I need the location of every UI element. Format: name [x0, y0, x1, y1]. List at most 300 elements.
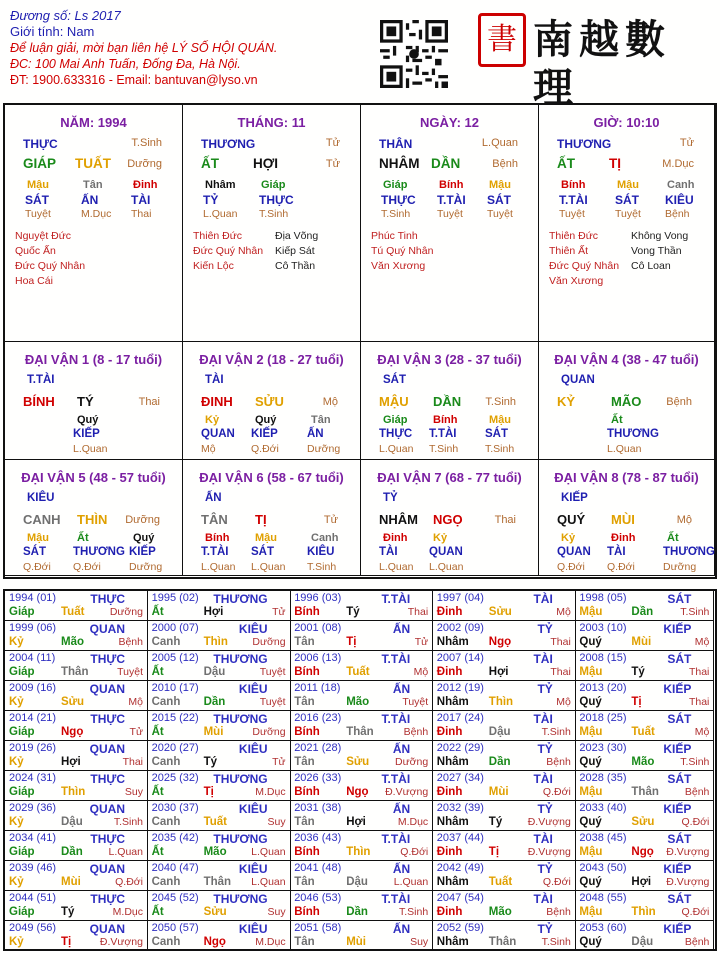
dai-van-title: ĐẠI VẬN 8 (78 - 87 tuổi) — [554, 470, 699, 485]
pillar-title: NĂM: 1994 — [60, 115, 127, 130]
year-branch: Ngọ — [631, 846, 654, 858]
hidden-stem: Quý — [255, 414, 277, 426]
hidden-stage: Q.Đới — [557, 561, 585, 573]
pillar-stage: Bệnh — [492, 158, 518, 170]
year-stem: Tân — [294, 636, 315, 648]
dai-van-god: TỶ — [383, 492, 398, 504]
hidden-stage: Tuyệt — [559, 208, 585, 220]
year-god: T.TÀI — [381, 712, 411, 726]
year-label: 1997 (04) — [436, 592, 484, 604]
year-stem: Bính — [294, 786, 320, 798]
year-stem: Bính — [294, 906, 320, 918]
year-stage: Thai — [688, 696, 710, 708]
year-stem: Ất — [151, 846, 164, 858]
year-stem: Nhâm — [436, 696, 469, 708]
hidden-god: KIÊU — [665, 193, 694, 207]
year-stage: Bệnh — [684, 786, 710, 798]
dai-van-stage: Bệnh — [666, 396, 692, 408]
year-branch: Tý — [203, 756, 218, 768]
hidden-god: T.TÀI — [201, 546, 229, 558]
hidden-god: SÁT — [485, 428, 508, 440]
year-stage: M.Dục — [255, 936, 286, 948]
hidden-stage: Bệnh — [665, 208, 690, 220]
hidden-stem: Tân — [311, 414, 331, 426]
year-label: 2053 (60) — [579, 922, 627, 934]
dai-van-god: KIÊU — [27, 492, 55, 504]
year-stage: Thai — [122, 756, 143, 768]
dai-van-stage: T.Sinh — [485, 396, 516, 408]
year-stem: Canh — [151, 696, 181, 708]
year-stage: Tử — [129, 726, 143, 738]
year-label: 2023 (30) — [579, 742, 627, 754]
year-cell — [148, 891, 291, 921]
hidden-stem: Đinh — [611, 532, 636, 544]
hidden-stem: Kỷ — [433, 532, 448, 544]
four-pillars-chart — [3, 103, 717, 579]
year-god: T.TÀI — [381, 592, 411, 606]
year-god: KIẾP — [663, 802, 692, 816]
hidden-stage: Tuyệt — [487, 208, 513, 220]
year-stage: Q.Đới — [115, 876, 143, 888]
year-branch: Ngọ — [203, 936, 226, 948]
year-branch: Sửu — [488, 606, 512, 618]
year-stem: Kỷ — [9, 756, 24, 768]
year-label: 2006 (13) — [294, 652, 342, 664]
year-label: 2003 (10) — [579, 622, 627, 634]
year-stem: Mậu — [579, 606, 603, 618]
hidden-stem: Bính — [433, 414, 458, 426]
year-branch: Dần — [61, 846, 83, 858]
year-stage: L.Quan — [251, 876, 286, 888]
year-branch: Mùi — [203, 726, 224, 738]
year-stage: Tuyệt — [117, 666, 143, 678]
year-cell — [433, 921, 576, 951]
hidden-stage: Dưỡng — [663, 561, 697, 573]
year-stem: Ất — [151, 786, 164, 798]
year-branch: Sửu — [203, 906, 227, 918]
year-branch: Dậu — [61, 816, 83, 828]
year-cell — [148, 741, 291, 771]
year-label: 2005 (12) — [151, 652, 199, 664]
hidden-god: THƯƠNG — [73, 546, 125, 558]
year-stem: Mậu — [579, 726, 603, 738]
year-branch: Sửu — [631, 816, 655, 828]
pillar-god: THÂN — [379, 137, 413, 151]
year-stage: T.Sinh — [541, 936, 571, 948]
year-branch: Mùi — [631, 636, 652, 648]
year-stage: Tử — [272, 606, 286, 618]
year-stem: Nhâm — [436, 936, 469, 948]
year-stage: Tuyệt — [259, 666, 286, 678]
year-branch: Thân — [488, 936, 517, 948]
dai-van-cell — [5, 460, 183, 576]
year-cell — [433, 771, 576, 801]
year-branch: Dần — [631, 606, 654, 618]
year-stage: T.Sinh — [113, 816, 143, 828]
year-god: THỰC — [90, 892, 125, 906]
year-stage: Mộ — [694, 726, 710, 738]
year-stage: T.Sinh — [680, 756, 710, 768]
year-stem: Kỷ — [9, 936, 24, 948]
year-cell — [433, 801, 576, 831]
year-branch: Mão — [346, 696, 370, 708]
dai-van-cell — [183, 342, 361, 460]
year-label: 2001 (08) — [294, 622, 342, 634]
year-god: T.TÀI — [381, 832, 411, 846]
hidden-stem: Ất — [667, 532, 679, 544]
year-cell — [5, 831, 148, 861]
year-label: 2020 (27) — [151, 742, 199, 754]
year-label: 2000 (07) — [151, 622, 199, 634]
year-cell — [148, 711, 291, 741]
hidden-stem: Giáp — [383, 414, 408, 426]
pillar-stage-top: T.Sinh — [131, 137, 162, 149]
pillar-stage: Tử — [325, 158, 340, 170]
dai-van-god: TÀI — [205, 374, 224, 386]
hidden-stage: L.Quan — [201, 561, 236, 573]
dai-van-stem: NHÂM — [379, 512, 418, 527]
year-label: 2010 (17) — [151, 682, 199, 694]
dai-van-title: ĐẠI VẬN 1 (8 - 17 tuổi) — [24, 352, 163, 367]
hidden-stem: Mậu — [489, 179, 511, 191]
year-god: QUAN — [89, 682, 125, 696]
hidden-stage: L.Quan — [73, 443, 108, 455]
year-branch: Tý — [346, 606, 360, 618]
hidden-stem: Đinh — [133, 179, 158, 191]
year-god: KIÊU — [238, 922, 268, 936]
pillar-god: THƯƠNG — [201, 137, 256, 151]
hidden-god: SÁT — [615, 193, 639, 207]
year-cell — [290, 771, 433, 801]
hidden-stage: Tuyệt — [25, 208, 51, 220]
hidden-stem: Bính — [205, 532, 230, 544]
year-god: T.TÀI — [381, 772, 411, 786]
year-stem: Quý — [579, 696, 602, 708]
dai-van-title: ĐẠI VẬN 3 (28 - 37 tuổi) — [377, 352, 522, 367]
year-god: KIẾP — [663, 742, 692, 756]
stars-list: Thiên Đức Thiên Ất Đức Quý Nhân Văn Xương — [549, 230, 620, 287]
year-stem: Nhâm — [436, 876, 469, 888]
dai-van-god: ẤN — [205, 492, 222, 504]
year-stage: Mộ — [128, 696, 143, 708]
year-branch: Dậu — [631, 936, 654, 948]
year-branch: Thìn — [203, 636, 228, 648]
year-branch: Tuất — [631, 726, 655, 738]
year-god: SÁT — [667, 772, 692, 786]
hidden-stage: T.Sinh — [307, 561, 337, 573]
year-god: THƯƠNG — [213, 892, 268, 906]
year-god: KIẾP — [663, 922, 692, 936]
dai-van-stage: Thai — [494, 514, 516, 526]
hidden-stem: Mậu — [27, 179, 49, 191]
year-stage: Tử — [414, 636, 429, 648]
year-god: SÁT — [667, 712, 692, 726]
year-stem: Đinh — [436, 786, 463, 798]
year-stem: Giáp — [9, 846, 35, 858]
dai-van-stem: MẬU — [379, 394, 409, 409]
hidden-stem: Giáp — [383, 179, 408, 191]
year-label: 2052 (59) — [436, 922, 484, 934]
hidden-stage: T.Sinh — [381, 208, 411, 220]
hidden-stem: Quý — [133, 532, 155, 544]
year-cell — [575, 891, 714, 921]
year-cell — [5, 861, 148, 891]
pillar-stem: ẤT — [201, 156, 219, 171]
year-stage: T.Sinh — [399, 906, 429, 918]
year-branch: Dậu — [203, 666, 226, 678]
hidden-stage: Dưỡng — [307, 443, 341, 455]
year-cell — [148, 801, 291, 831]
hidden-god: TÀI — [607, 546, 626, 558]
year-god: THƯƠNG — [213, 592, 268, 606]
pillar-god: THƯƠNG — [557, 137, 612, 151]
year-branch: Thân — [346, 726, 374, 738]
year-branch: Tý — [61, 906, 75, 918]
year-label: 2042 (49) — [436, 862, 484, 874]
year-stage: Đ.Vượng — [527, 816, 571, 828]
year-cell — [148, 681, 291, 711]
stars-list-2: Địa Võng Kiếp Sát Cô Thần — [275, 230, 319, 272]
hidden-stage: Q.Đới — [607, 561, 635, 573]
hidden-stem: Tân — [83, 179, 103, 191]
year-god: KIÊU — [238, 802, 268, 816]
hidden-god: QUAN — [557, 546, 591, 558]
year-branch: Ngọ — [488, 636, 512, 648]
year-branch: Mão — [488, 906, 512, 918]
brand-logo — [475, 10, 715, 111]
year-god: KIÊU — [238, 682, 268, 696]
hidden-stage: Thai — [131, 208, 152, 220]
year-branch: Tý — [631, 666, 645, 678]
year-branch: Thìn — [631, 906, 656, 918]
year-branch: Dần — [203, 696, 226, 708]
year-god: TÀI — [533, 772, 553, 786]
year-stem: Giáp — [9, 666, 35, 678]
year-label: 2028 (35) — [579, 772, 627, 784]
year-god: THƯƠNG — [213, 772, 268, 786]
year-branch: Mão — [203, 846, 227, 858]
year-god: THỰC — [90, 712, 125, 726]
year-stem: Kỷ — [9, 636, 24, 648]
hidden-stem: Canh — [667, 179, 695, 191]
dai-van-cell — [361, 342, 539, 460]
year-label: 2017 (24) — [436, 712, 484, 724]
dai-van-god: T.TÀI — [27, 374, 55, 386]
year-stage: Q.Đới — [542, 876, 571, 888]
year-branch: Thìn — [488, 696, 514, 708]
year-label: 2013 (20) — [579, 682, 627, 694]
pillar-title: GIỜ: 10:10 — [593, 115, 660, 130]
hidden-god: THỰC — [379, 428, 413, 440]
dai-van-title: ĐẠI VẬN 4 (38 - 47 tuổi) — [554, 352, 699, 367]
year-cell — [575, 681, 714, 711]
year-stage: Suy — [267, 906, 286, 918]
year-cell — [148, 831, 291, 861]
gender: Giới tính: Nam — [10, 24, 95, 39]
year-cell — [575, 651, 714, 681]
year-cell — [5, 891, 148, 921]
year-god: TÀI — [533, 892, 553, 906]
hidden-stem: Mậu — [27, 532, 49, 544]
dai-van-stem: QUÝ — [557, 512, 586, 527]
hidden-god: T.TÀI — [437, 193, 466, 207]
year-stem: Ất — [151, 606, 164, 618]
year-stage: Bệnh — [684, 936, 710, 948]
year-stem: Nhâm — [436, 636, 469, 648]
dai-van-branch: MÃO — [611, 394, 642, 409]
year-stage: Thai — [688, 666, 710, 678]
hidden-stage: T.Sinh — [429, 443, 459, 455]
hidden-stem: Quý — [77, 414, 99, 426]
year-label: 2039 (46) — [9, 862, 57, 874]
hidden-god: THỰC — [381, 193, 416, 207]
hidden-stem: Mậu — [489, 414, 511, 426]
year-label: 2008 (15) — [579, 652, 627, 664]
year-branch: Tị — [203, 786, 214, 798]
dai-van-title: ĐẠI VẬN 7 (68 - 77 tuổi) — [377, 470, 522, 485]
year-god: QUAN — [89, 862, 125, 876]
year-stem: Quý — [579, 936, 602, 948]
hidden-god: T.TÀI — [429, 428, 457, 440]
hidden-stem: Kỷ — [561, 532, 576, 544]
year-branch: Tuất — [488, 876, 513, 888]
year-label: 2048 (55) — [579, 892, 627, 904]
hidden-god: SÁT — [23, 546, 46, 558]
dai-van-branch: TỊ — [255, 512, 267, 527]
year-stem: Nhâm — [436, 816, 469, 828]
year-stem: Tân — [294, 756, 315, 768]
year-god: THƯƠNG — [213, 832, 268, 846]
stars-list: Phúc Tinh Tú Quý Nhân Văn Xương — [371, 230, 434, 272]
year-label: 1995 (02) — [151, 592, 199, 604]
pillar-god: THỰC — [23, 137, 58, 151]
logo-calligraphy: 南越數理 — [533, 16, 671, 111]
year-cell — [148, 651, 291, 681]
year-branch: Hợi — [346, 816, 366, 828]
year-label: 2004 (11) — [9, 652, 56, 664]
year-stem: Canh — [151, 816, 181, 828]
year-stem: Quý — [579, 876, 602, 888]
year-cell — [433, 591, 576, 621]
year-label: 2016 (23) — [294, 712, 342, 724]
year-branch: Mùi — [346, 936, 366, 948]
year-stage: L.Quan — [251, 846, 286, 858]
year-cell — [575, 741, 714, 771]
red-seal-stamp: 書 — [478, 13, 526, 67]
year-god: TÀI — [533, 712, 553, 726]
year-branch: Dần — [488, 756, 511, 768]
hidden-stem: Ất — [611, 414, 623, 426]
year-label: 2040 (47) — [151, 862, 199, 874]
hidden-god: SÁT — [487, 193, 511, 207]
year-stage: Đ.Vượng — [666, 876, 710, 888]
stars-list: Thiên Đức Đức Quý Nhân Kiến Lộc — [193, 230, 264, 272]
year-cell — [433, 741, 576, 771]
hidden-stem: Canh — [311, 532, 339, 544]
year-stage: M.Dục — [397, 816, 429, 828]
year-stem: Quý — [579, 756, 602, 768]
year-cell — [290, 801, 433, 831]
year-label: 2034 (41) — [9, 832, 57, 844]
year-stage: Suy — [410, 936, 429, 948]
pillar-branch: HỢI — [253, 156, 279, 171]
year-cell — [575, 771, 714, 801]
year-stage: T.Sinh — [680, 606, 710, 618]
year-stage: Đ.Vượng — [99, 936, 143, 948]
year-cell — [575, 711, 714, 741]
year-stage: Mộ — [413, 666, 429, 678]
year-branch: Dậu — [346, 876, 368, 888]
year-stem: Ất — [151, 906, 164, 918]
year-stem: Giáp — [9, 786, 35, 798]
pillar-stem: NHÂM — [379, 156, 420, 171]
pillar-title: NGÀY: 12 — [420, 115, 479, 130]
year-cell — [575, 591, 714, 621]
dai-van-god: QUAN — [561, 374, 595, 386]
year-cell — [5, 771, 148, 801]
hidden-god: T.TÀI — [559, 193, 588, 207]
dai-van-stage: Mộ — [676, 514, 692, 526]
year-cell — [433, 711, 576, 741]
hidden-god: TỶ — [203, 193, 219, 207]
year-god: TỶ — [537, 682, 553, 696]
year-label: 2009 (16) — [9, 682, 57, 694]
hidden-stage: Dưỡng — [129, 561, 163, 573]
year-god: ẤN — [392, 682, 411, 696]
hidden-stem: Đinh — [383, 532, 408, 544]
year-cell — [290, 741, 433, 771]
year-branch: Thìn — [61, 786, 86, 798]
hidden-god: THƯƠNG — [607, 428, 659, 440]
year-god: TỶ — [537, 862, 553, 876]
year-stage: Q.Đới — [542, 786, 571, 798]
hidden-stage: Tuyệt — [437, 208, 463, 220]
year-god: THỰC — [90, 832, 125, 846]
hidden-god: QUAN — [429, 546, 463, 558]
hidden-god: KIẾP — [129, 546, 156, 558]
year-god: ẤN — [392, 862, 411, 876]
hidden-stage: L.Quan — [607, 443, 642, 455]
year-god: TỶ — [537, 802, 553, 816]
year-cell — [290, 831, 433, 861]
year-cell — [433, 681, 576, 711]
hidden-god: QUAN — [201, 428, 235, 440]
hidden-stem: Ất — [77, 532, 89, 544]
year-stage: Dưỡng — [109, 606, 143, 618]
year-stem: Quý — [579, 636, 602, 648]
dai-van-god: SÁT — [383, 374, 406, 386]
year-god: QUAN — [89, 742, 125, 756]
year-stage: Tuyệt — [259, 696, 286, 708]
year-branch: Tuất — [61, 606, 85, 618]
year-stem: Giáp — [9, 606, 35, 618]
year-cell — [433, 861, 576, 891]
year-label: 2045 (52) — [151, 892, 199, 904]
year-branch: Tị — [631, 696, 642, 708]
year-god: ẤN — [392, 922, 411, 936]
dai-van-branch: TÝ — [77, 394, 94, 409]
year-label: 2015 (22) — [151, 712, 199, 724]
year-stem: Mậu — [579, 666, 603, 678]
year-stem: Tân — [294, 696, 315, 708]
year-label: 2050 (57) — [151, 922, 199, 934]
year-stage: Dưỡng — [252, 636, 286, 648]
dai-van-stage: Thai — [138, 396, 160, 408]
year-stem: Tân — [294, 876, 315, 888]
hidden-stage: M.Dục — [81, 208, 112, 220]
pillar-branch: TUẤT — [75, 156, 111, 171]
year-stem: Tân — [294, 816, 315, 828]
